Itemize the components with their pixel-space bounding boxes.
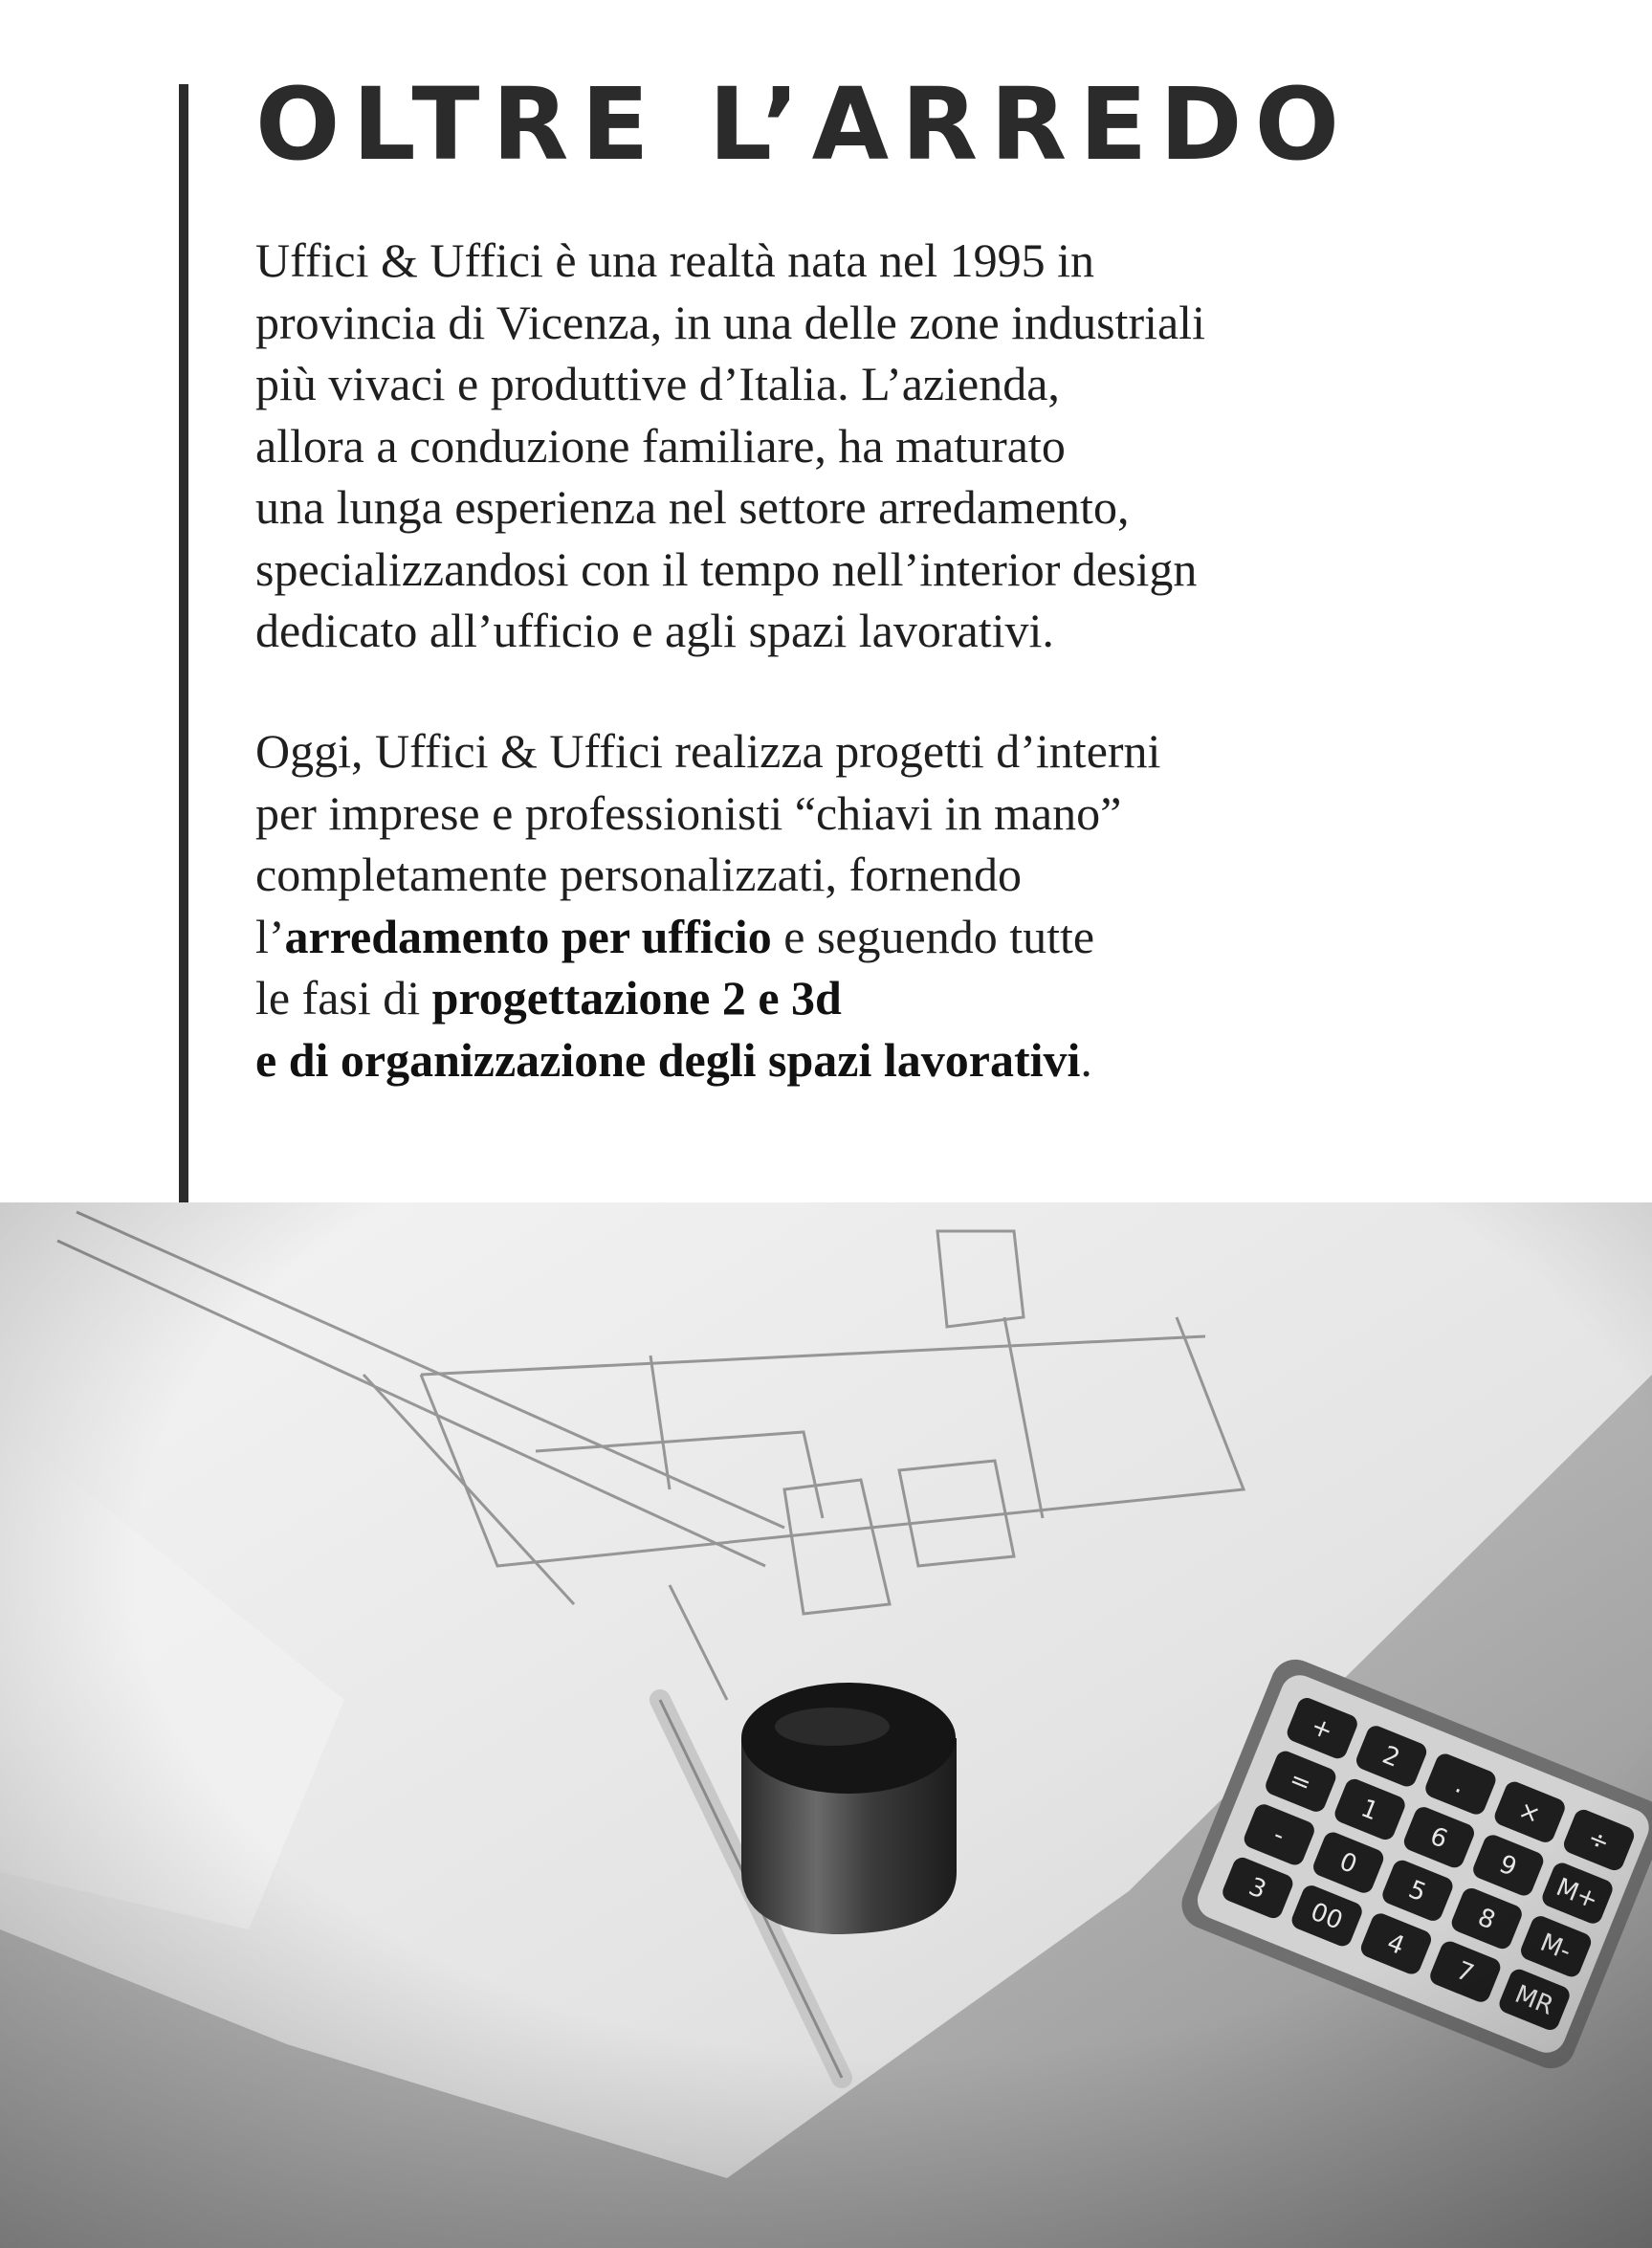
text-line xyxy=(255,906,1499,968)
services-paragraph xyxy=(255,720,1499,1091)
text-fragment: e seguendo tutte xyxy=(771,909,1095,963)
text-line: allora a conduzione familiare, ha maturato xyxy=(255,418,1066,473)
bold-phrase-arredamento: arredamento per ufficio xyxy=(284,909,772,963)
text-line: Uffici & Uffici è una realtà nata nel 1995 in xyxy=(255,233,1095,287)
text-line: completamente personalizzati, fornendo xyxy=(255,848,1023,901)
text-line: Oggi, Uffici & Uffici realizza progetti d’interni xyxy=(255,724,1161,778)
text-line: più vivaci e produttive d’Italia. L’azienda, xyxy=(255,357,1060,410)
accent-bar xyxy=(179,84,188,1203)
text-line: specializzandosi con il tempo nell’interior design xyxy=(255,541,1198,596)
text-line: per imprese e professionisti “chiavi in mano” xyxy=(255,785,1122,840)
intro-paragraph xyxy=(255,230,1499,662)
text-fragment: . xyxy=(1080,1032,1092,1087)
text-line xyxy=(255,967,1499,1029)
text-fragment: le fasi di xyxy=(255,971,432,1025)
page-title: OLTRE L’ARREDO xyxy=(255,66,1353,183)
text-line xyxy=(255,1029,1499,1091)
bold-phrase-progettazione: progettazione 2 e 3d xyxy=(431,971,842,1025)
bold-phrase-organizzazione: e di organizzazione degli spazi lavorativi xyxy=(255,1032,1081,1087)
text-line: dedicato all’ufficio e agli spazi lavorativi. xyxy=(255,604,1054,657)
text-fragment: l’ xyxy=(255,909,285,963)
office-photo xyxy=(0,1202,1652,2248)
text-line: provincia di Vicenza, in una delle zone industriali xyxy=(255,295,1205,349)
text-line: una lunga esperienza nel settore arredamento, xyxy=(255,480,1130,534)
